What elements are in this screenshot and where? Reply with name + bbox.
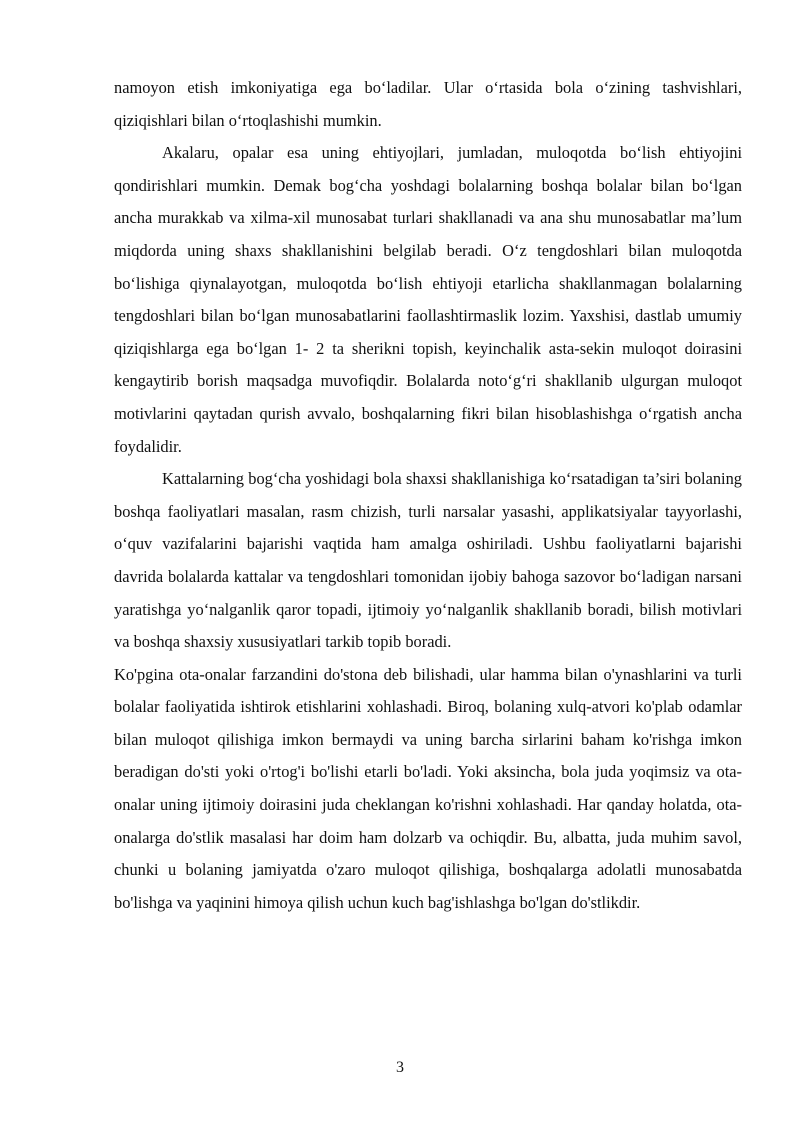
paragraph-parents-friendship: Ko'pgina ota-onalar farzandini do'stona deb bilishadi, ular hamma bilan o'ynashlarini va turli bolalar faoliyatida ishtirok etishlarini xohlashadi. Biroq, bolaning xulq-atvori ko'plab odamlar bilan muloqot qilishiga imkon bermaydi va uning barcha sirlarini baham ko'rishga imkon beradigan do'sti yoki o'rtog'i bo'lishi etarli bo'ladi. Yoki aksincha, bola juda yoqimsiz va ota-onalar uning ijtimoiy doirasini juda cheklangan ko'rishni xohlashadi. Har qanday holatda, ota-onalarga do'stlik masalasi har doim ham dolzarb va ochiqdir. Bu, albatta, juda muhim savol, chunki u bolaning jamiyatda o'zaro muloqot qilishiga, boshqalarga adolatli munosabatda bo'lishga va yaqinini himoya qilish uchun kuch bag'ishlashga bo'lgan do'stlikdir. <box>114 664 742 912</box>
paragraph-siblings-communication: Akalaru, opalar esa uning ehtiyojlari, jumladan, muloqotda bo‘lish ehtiyojini qondirishlari mumkin. Demak bog‘cha yoshdagi bolalarning boshqa bolalar bilan bo‘lgan ancha murakkab va xilma-xil munosabat turlari shakllanadi va ana shu munosabatlar ma’lum miqdorda uning shaxs shakllanishini belgilab beradi. O‘z tengdoshlari bilan muloqotda bo‘lishiga qiynalayotgan, muloqotda bo‘lish ehtiyoji etarlicha shakllanmagan bolalarning tengdoshlari bilan bo‘lgan munosabatlarini faollashtirmaslik lozim. Yaxshisi, dastlab umumiy qiziqishlarga ega bo‘lgan 1- 2 ta sherikni topish, keyinchalik asta-sekin muloqot doirasini kengaytirib borish maqsadga muvofiqdir. Bolalarda noto‘g‘ri shakllanib ulgurgan muloqot motivlarini qaytadan qurish avvalo, boshqalarning fikri bilan hisoblashishga o‘rgatish ancha foydalidir. <box>114 143 742 456</box>
paragraph-continuation: namoyon etish imkoniyatiga ega bo‘ladilar. Ular o‘rtasida bola o‘zining tashvishlari, qiziqishlari bilan o‘rtoqlashishi mumkin. <box>114 78 742 130</box>
paragraph-adults-influence: Kattalarning bog‘cha yoshidagi bola shaxsi shakllanishiga ko‘rsatadigan ta’siri bolaning boshqa faoliyatlari masalan, rasm chizish, turli narsalar yasashi, applikatsiyalar tayyorlashi, o‘quv vazifalarini bajarishi vaqtida ham amalga oshiriladi. Ushbu faoliyatlarni bajarishi davrida bolalarda kattalar va tengdoshlari tomonidan ijobiy bahoga sazovor bo‘ladigan narsani yaratishga yo‘nalganlik qaror topadi, ijtimoiy yo‘nalganlik shakllanib boradi, bilish motivlari va boshqa shaxsiy xususiyatlari tarkib topib boradi. <box>114 469 742 652</box>
page-number: 3 <box>396 1059 404 1076</box>
document-body <box>114 72 742 919</box>
